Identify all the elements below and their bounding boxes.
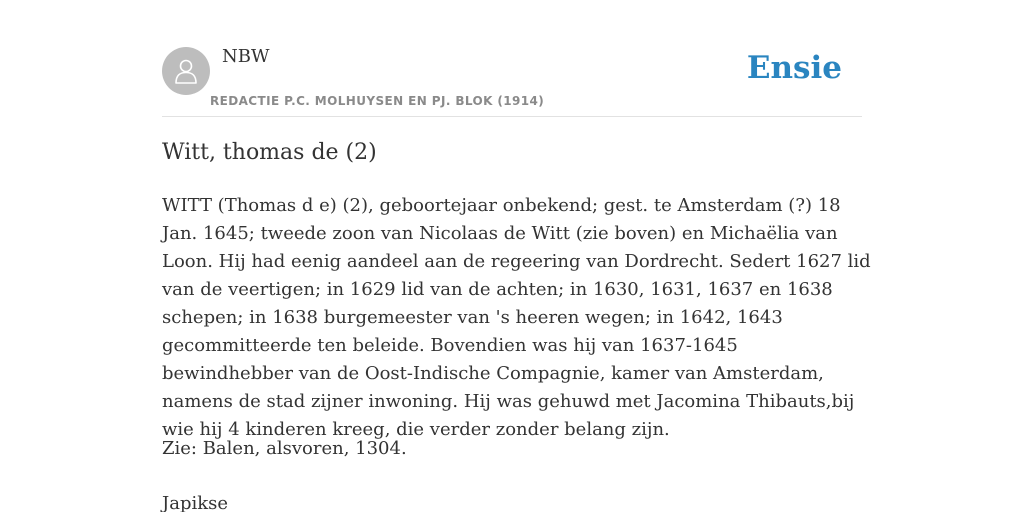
article-reference: Zie: Balen, alsvoren, 1304. — [162, 438, 407, 459]
page-title: Witt, thomas de (2) — [162, 140, 377, 165]
avatar[interactable] — [162, 47, 210, 95]
article-container — [162, 0, 871, 512]
user-icon — [174, 58, 198, 84]
article-body: WITT (Thomas d e) (2), geboortejaar onbekend; gest. te Amsterdam (?) 18 Jan. 1645; tweede zoon van Nicolaas de Witt (zie boven) en Michaëlia van Loon. Hij had eenig aandeel aan de regeering van Dordrecht. Sedert 1627 lid van de veertigen; in 1629 lid van de achten; in 1630, 1631, 1637 en 1638 schepen; in 1638 burgemeester van 's heeren wegen; in 1642, 1643 gecommitteerde ten beleide. Bovendien was hij van 1637-1645 bewindhebber van de Oost-Indische Compagnie, kamer van Amsterdam, namens de stad zijner inwoning. Hij was gehuwd met Jacomina Thibauts,bij wie hij 4 kinderen kreeg, die verder zonder belang zijn. — [162, 195, 871, 440]
source-label: REDACTIE P.C. MOLHUYSEN EN PJ. BLOK (1914) — [210, 94, 545, 108]
author-name[interactable]: NBW — [222, 46, 270, 67]
article-signature: Japikse — [162, 493, 229, 512]
brand-logo[interactable]: Ensie — [746, 50, 842, 86]
article-header — [162, 0, 862, 117]
